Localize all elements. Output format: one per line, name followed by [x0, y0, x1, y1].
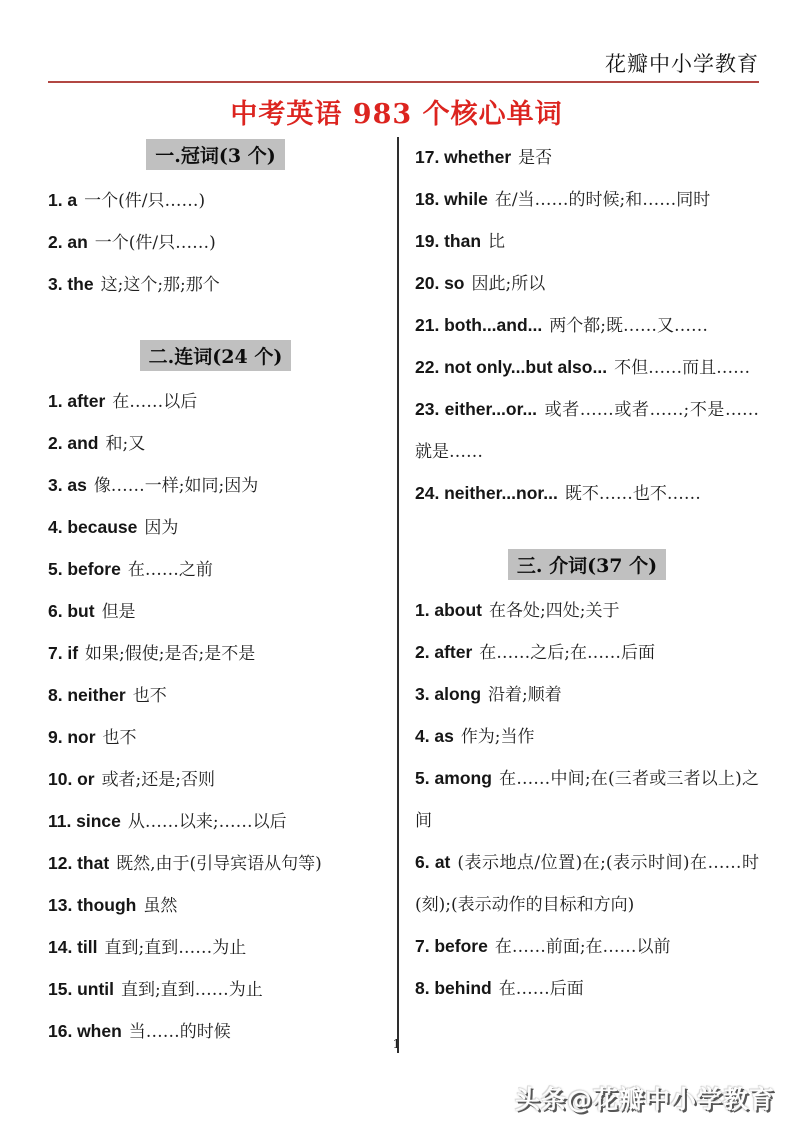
document-body — [48, 137, 759, 1053]
word-entry — [415, 305, 759, 347]
word-entry — [48, 507, 383, 549]
word-entry — [48, 381, 383, 423]
entry-definition: 比 — [488, 232, 506, 252]
brand-text: 花瓣中小学教育 — [605, 52, 759, 76]
entry-word: along — [434, 684, 482, 704]
entry-word: about — [434, 600, 482, 620]
column-right — [397, 137, 759, 1053]
entry-number: 23. — [415, 399, 440, 419]
entry-word: because — [67, 517, 138, 537]
entry-word: both...and... — [444, 315, 543, 335]
entry-number: 18. — [415, 189, 440, 209]
entry-definition: 沿着;顺着 — [488, 685, 562, 705]
entry-number: 4. — [415, 726, 430, 746]
word-entry — [415, 347, 759, 389]
entry-number: 21. — [415, 315, 440, 335]
word-entry — [48, 927, 383, 969]
entry-word: as — [434, 726, 454, 746]
entry-word: a — [67, 190, 78, 210]
entry-definition: 在……之前 — [127, 560, 213, 580]
section-header-label: 三. 介词(37 个) — [508, 549, 666, 580]
word-entry — [415, 263, 759, 305]
entry-number: 19. — [415, 231, 440, 251]
entry-word: an — [67, 232, 88, 252]
entry-definition: 但是 — [101, 602, 136, 622]
entry-definition: 直到;直到……为止 — [121, 980, 263, 1000]
entry-word: though — [77, 895, 137, 915]
entry-definition: 是否 — [518, 148, 553, 168]
entry-definition: 在各处;四处;关于 — [488, 601, 620, 621]
entry-number: 12. — [48, 853, 73, 873]
word-entry — [48, 675, 383, 717]
entry-word: nor — [67, 727, 96, 747]
entry-number: 10. — [48, 769, 73, 789]
entry-definition: 如果;假使;是否;是不是 — [85, 644, 256, 664]
page-header — [48, 0, 759, 83]
entry-number: 2. — [415, 642, 430, 662]
entry-definition: 在……以后 — [112, 392, 198, 412]
word-entry — [415, 632, 759, 674]
section-header-label: 二.连词(24 个) — [140, 340, 292, 371]
entry-word: the — [67, 274, 94, 294]
section-header-prepositions — [415, 549, 759, 580]
entry-definition: 在……后面 — [498, 979, 584, 999]
entry-definition: 这;这个;那;那个 — [100, 275, 220, 295]
entry-number: 13. — [48, 895, 73, 915]
word-entry — [415, 842, 759, 926]
word-entry — [48, 843, 383, 885]
word-entry — [48, 885, 383, 927]
entry-number: 7. — [415, 936, 430, 956]
word-entry — [415, 716, 759, 758]
entry-word: either...or... — [444, 399, 538, 419]
entry-word: than — [444, 231, 482, 251]
entry-number: 5. — [415, 768, 430, 788]
entry-definition: 既不……也不…… — [564, 484, 701, 504]
entry-word: neither...nor... — [444, 483, 558, 503]
entry-definition: 和;又 — [105, 434, 146, 454]
entry-word: behind — [434, 978, 492, 998]
entry-word: since — [76, 811, 121, 831]
entry-word: that — [77, 853, 110, 873]
entry-number: 7. — [48, 643, 63, 663]
entry-definition: 直到;直到……为止 — [104, 938, 247, 958]
entry-definition: 从……以来;……以后 — [127, 812, 287, 832]
section-header-label: 一.冠词(3 个) — [146, 139, 284, 170]
entry-definition: 作为;当作 — [460, 727, 535, 747]
entry-word: neither — [67, 685, 126, 705]
entry-number: 2. — [48, 232, 63, 252]
entry-word: at — [434, 852, 451, 872]
word-entry — [48, 423, 383, 465]
entry-definition: (表示地点/位置)在;(表示时间)在……时(刻);(表示动作的目标和方向) — [415, 853, 759, 915]
word-entry — [415, 758, 759, 842]
entry-word: when — [77, 1021, 122, 1041]
word-entry — [48, 591, 383, 633]
entry-definition: 也不 — [132, 686, 167, 706]
entry-word: till — [77, 937, 98, 957]
entry-definition: 在/当……的时候;和……同时 — [494, 190, 711, 210]
word-entry — [48, 264, 383, 306]
entry-number: 22. — [415, 357, 440, 377]
entry-word: but — [67, 601, 95, 621]
word-entry — [415, 137, 759, 179]
entry-definition: 也不 — [102, 728, 137, 748]
entry-number: 20. — [415, 273, 440, 293]
word-entry — [415, 674, 759, 716]
entry-definition: 因此;所以 — [471, 274, 546, 294]
entry-word: until — [77, 979, 114, 999]
word-entry — [415, 968, 759, 1010]
entry-word: among — [434, 768, 492, 788]
word-entry — [415, 473, 759, 515]
entry-number: 16. — [48, 1021, 73, 1041]
column-left — [48, 137, 397, 1053]
entry-number: 5. — [48, 559, 63, 579]
entry-number: 14. — [48, 937, 73, 957]
entry-number: 4. — [48, 517, 63, 537]
entry-word: after — [434, 642, 473, 662]
entry-number: 3. — [415, 684, 430, 704]
entry-word: before — [434, 936, 488, 956]
word-entry — [415, 590, 759, 632]
entry-word: whether — [444, 147, 512, 167]
entry-word: if — [67, 643, 79, 663]
watermark-text: 头条@花瓣中小学教育 — [514, 1085, 775, 1114]
entry-word: so — [444, 273, 465, 293]
word-entry — [48, 549, 383, 591]
entry-word: as — [67, 475, 87, 495]
entry-definition: 当……的时候 — [128, 1022, 231, 1042]
section-header-articles — [48, 139, 383, 170]
entry-definition: 一个(件/只……) — [94, 233, 216, 253]
section-header-conjunctions — [48, 340, 383, 371]
entry-word: after — [67, 391, 106, 411]
entry-number: 3. — [48, 274, 63, 294]
word-entry — [415, 926, 759, 968]
entry-definition: 在……中间;在(三者或三者以上)之间 — [415, 769, 759, 831]
entry-number: 8. — [48, 685, 63, 705]
entry-word: not only...but also... — [444, 357, 608, 377]
entry-definition: 在……前面;在……以前 — [494, 937, 671, 957]
entry-number: 6. — [48, 601, 63, 621]
page-title: 中考英语 983 个核心单词 — [230, 99, 563, 130]
word-entry — [415, 221, 759, 263]
entry-definition: 不但……而且…… — [614, 358, 751, 378]
entry-definition: 在……之后;在……后面 — [479, 643, 656, 663]
word-entry — [48, 465, 383, 507]
word-entry — [48, 717, 383, 759]
entry-number: 8. — [415, 978, 430, 998]
entry-number: 17. — [415, 147, 440, 167]
entry-number: 24. — [415, 483, 440, 503]
entry-definition: 或者;还是;否则 — [101, 770, 216, 790]
entry-number: 1. — [415, 600, 430, 620]
entry-word: before — [67, 559, 121, 579]
entry-number: 2. — [48, 433, 63, 453]
entry-number: 9. — [48, 727, 63, 747]
entry-definition: 虽然 — [143, 896, 178, 916]
page-number: 1 — [392, 1037, 401, 1051]
entry-definition: 一个(件/只……) — [84, 191, 206, 211]
word-entry — [48, 222, 383, 264]
word-entry — [415, 389, 759, 473]
word-entry — [415, 179, 759, 221]
word-entry — [48, 633, 383, 675]
entry-definition: 像……一样;如同;因为 — [93, 476, 259, 496]
entry-number: 11. — [48, 811, 72, 831]
entry-number: 3. — [48, 475, 63, 495]
entry-word: and — [67, 433, 99, 453]
entry-definition: 因为 — [144, 518, 179, 538]
entry-word: while — [444, 189, 488, 209]
entry-definition: 既然,由于(引导宾语从句等) — [116, 854, 322, 874]
entry-definition: 两个都;既……又…… — [549, 316, 708, 336]
entry-word: or — [77, 769, 95, 789]
word-entry — [48, 801, 383, 843]
entry-definition: 或者……或者……;不是……就是…… — [415, 400, 759, 462]
entry-number: 1. — [48, 190, 63, 210]
word-entry — [48, 759, 383, 801]
entry-number: 6. — [415, 852, 430, 872]
word-entry — [48, 180, 383, 222]
entry-number: 15. — [48, 979, 73, 999]
entry-number: 1. — [48, 391, 63, 411]
word-entry — [48, 969, 383, 1011]
